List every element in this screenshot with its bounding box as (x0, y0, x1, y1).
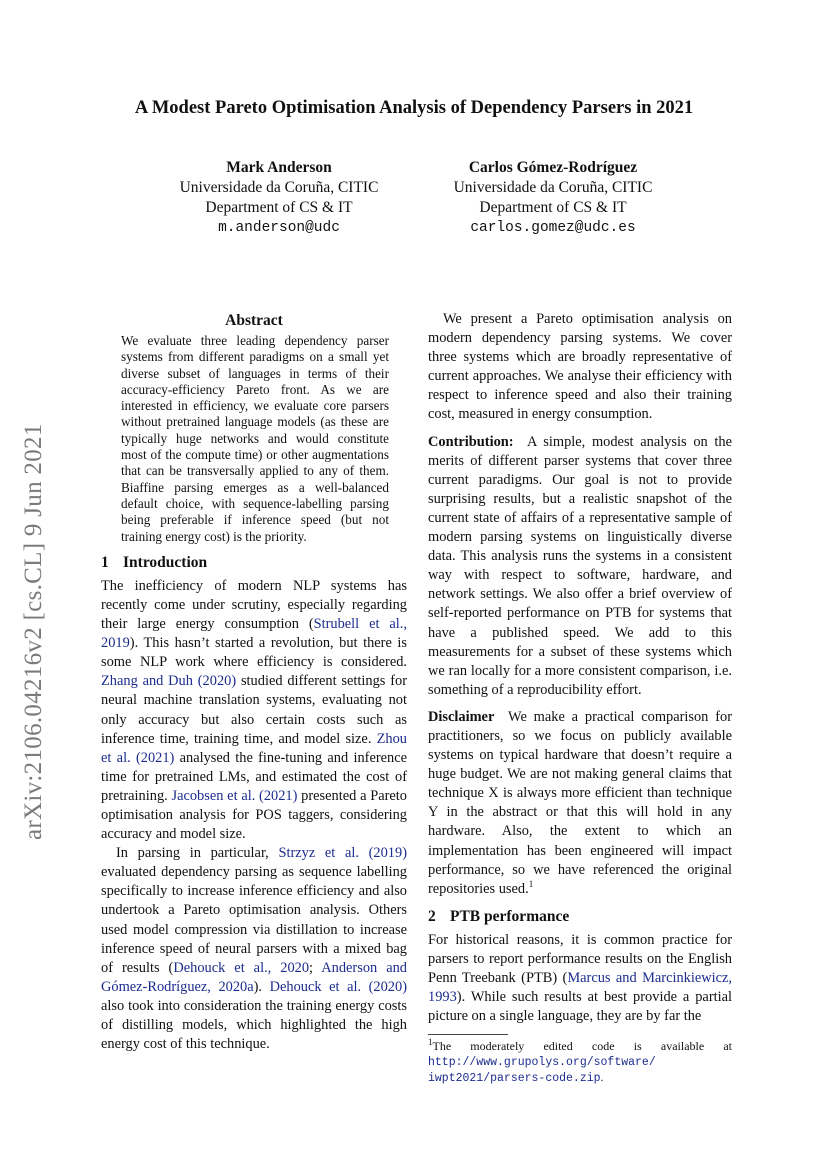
author-department: Department of CS & IT (479, 199, 627, 216)
intro-paragraph-1: The inefficiency of modern NLP systems has recently come under scrutiny, especially regarding their large energy consumption (Strubell et al., 2019). This hasn’t started a revolution, but there is some NLP work where efficiency is considered. Zhang and Duh (2020) studied different settings for neural machine translation systems, evaluating not only accuracy but also certain costs such as inference time, training time, and model size. Zhou et al. (2021) analysed the fine-tuning and inference time for pretrained LMs, and estimated the cost of pretraining. Jacobsen et al. (2021) presented a Pareto optimisation analysis for POS taggers, considering accuracy and model size. (101, 577, 407, 843)
citation-link[interactable]: Strzyz et al. (2019) (278, 845, 407, 862)
section-heading-introduction (101, 553, 407, 573)
author-block-2 (403, 158, 703, 238)
paper-title: A Modest Pareto Optimisation Analysis of Dependency Parsers in 2021 (134, 98, 694, 118)
intro-paragraph-3: We present a Pareto optimisation analysis on modern dependency parsing systems. We cover three systems which are broadly representative of current approaches. We analyse their efficiency with respect to inference speed and also their training cost, measured in energy consumption. (428, 311, 732, 423)
footnote: $^1$The moderately edited code is available at http://www.grupolys.org/software/ iwpt2021/parsers-code.zip. (428, 1037, 732, 1086)
footnote-url[interactable]: http://www.grupolys.org/software/ (428, 1055, 656, 1069)
abstract-text: We evaluate three leading dependency parser systems from different paradigms on a small yet diverse subset of languages in terms of their accuracy-efficiency Pareto front. As we are interested in efficiency, we evaluate core parsers without pretrained language models (as these are typically huge networks and would constitute most of the compute time) or other augmentations that can be transversally applied to any of them. Biaffine parsing emerges as a well-balanced default choice, with sequence-labelling parsing being preferable if inference speed (but not training energy cost) is the priority. (121, 333, 389, 544)
disclaimer-paragraph: Disclaimer We make a practical comparison for practitioners, so we focus on publicly available systems on typical hardware that doesn’t require a huge budget. We are not making general claims that technique X is always more efficient than technique Y in the abstract or that this will hold in any hardware. Also, the extent to which an implementation has been engineered will impact performance, so we have referenced the original repositories used.$^1$ (428, 708, 732, 897)
author-affiliation: Universidade da Coruña, CITIC (179, 179, 379, 196)
disclaimer-lead: Disclaimer (428, 708, 495, 725)
footnote-marker[interactable]: 1 (528, 878, 534, 889)
section-number: 2 (428, 907, 436, 925)
author-block-1 (129, 158, 429, 238)
citation-link[interactable]: Zhang and Duh (2020) (101, 673, 237, 690)
arxiv-stamp: arXiv:2106.04216v2 [cs.CL] 9 Jun 2021 (20, 423, 47, 840)
section-number: 1 (101, 553, 109, 571)
citation-link[interactable]: Anderson and Gómez-Rodríguez, 2020a (101, 959, 407, 995)
author-email: m.anderson@udc (218, 220, 340, 236)
section-title: PTB performance (450, 907, 570, 925)
author-department: Department of CS & IT (205, 199, 353, 216)
section-heading-ptb (428, 907, 732, 927)
intro-paragraph-2: In parsing in particular, Strzyz et al. (2019) evaluated dependency parsing as sequence labelling specifically to increase inference efficiency and also undertook a Pareto optimisation analysis. Others used model compression via distillation to increase inference speed of neural parsers with a mixed bag of results (Dehouck et al., 2020; Anderson and Gómez-Rodríguez, 2020a). Dehouck et al. (2020) also took into consideration the training energy costs of distilling models, which highlighted the high energy cost of this technique. (101, 845, 407, 1053)
contribution-lead: Contribution: (428, 433, 514, 450)
footnote-number: 1 (428, 1037, 433, 1048)
citation-link[interactable]: Marcus and Marcinkiewicz, 1993 (428, 970, 732, 1006)
abstract-heading: Abstract (225, 312, 283, 329)
right-column (428, 310, 732, 1087)
ptb-paragraph: For historical reasons, it is common practice for parsers to report performance results on the English Penn Treebank (PTB) (Marcus and Marcinkiewicz, 1993). While such results at best provide a partial picture on a single language, they are by far the (428, 931, 732, 1025)
author-email: carlos.gomez@udc.es (470, 220, 636, 236)
left-column (101, 310, 407, 1054)
footnote-divider (428, 1034, 508, 1035)
citation-link[interactable]: Strubell et al., 2019 (101, 616, 407, 652)
citation-link[interactable]: Jacobsen et al. (2021) (171, 787, 298, 804)
footnote-url[interactable]: iwpt2021/parsers-code.zip (428, 1072, 601, 1086)
author-name: Mark Anderson (226, 159, 332, 176)
author-name: Carlos Gómez-Rodríguez (468, 159, 638, 176)
author-affiliation: Universidade da Coruña, CITIC (453, 179, 653, 196)
citation-link[interactable]: Dehouck et al., 2020 (173, 959, 310, 976)
citation-link[interactable]: Dehouck et al. (2020) (269, 978, 407, 995)
contribution-paragraph: Contribution: A simple, modest analysis on the merits of different parser systems that cover three current paradigms. Our goal is not to provide surprising results, but a realistic snapshot of the current state of affairs of a representative sample of modern parsing systems on linguistically diverse data. This analysis runs the systems in a consistent way with respect to software, hardware, and network settings. We also offer a brief overview of self-reported performance on PTB for systems that have a published speed. We add to this measurements for a subset of these systems which we ran locally for a more consistent comparison, i.e. something of a reproducibility effort. (428, 433, 732, 698)
citation-link[interactable]: Zhou et al. (2021) (101, 730, 407, 766)
section-title: Introduction (123, 553, 208, 571)
